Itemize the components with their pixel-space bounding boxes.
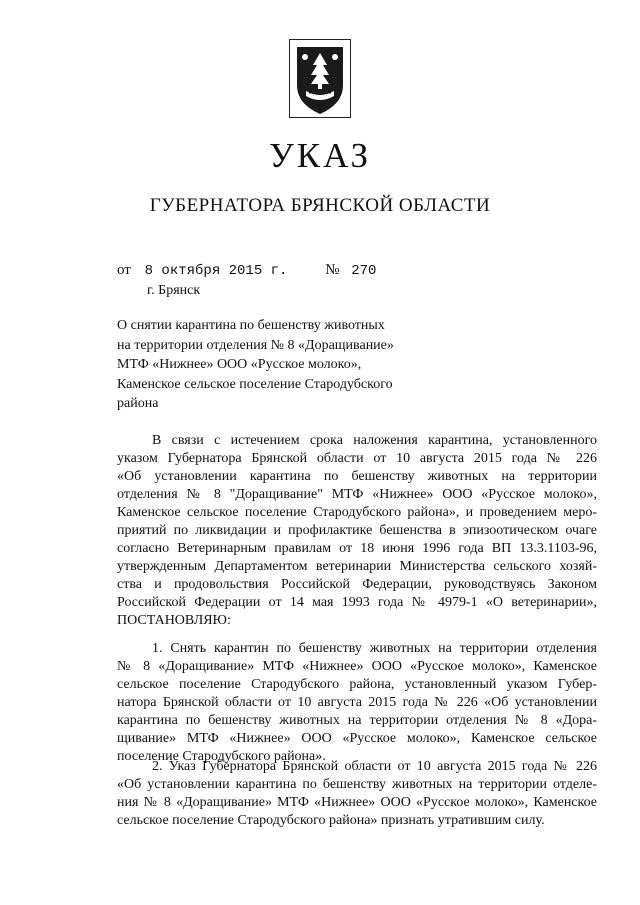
text-line: щивание» МТФ «Нижнее» ООО «Русское молоко», Каменское сельское — [117, 731, 597, 746]
text-line: указом Губернатора Брянской области от 10 августа 2015 года № 226 — [117, 451, 597, 466]
bryansk-region-coat-of-arms-icon — [289, 39, 351, 118]
document-number: 270 — [351, 263, 377, 279]
heading-line: Каменское сельское поселение Стародубского — [117, 376, 393, 392]
document-subtitle: ГУБЕРНАТОРА БРЯНСКОЙ ОБЛАСТИ — [149, 195, 491, 216]
text-line: поселение Стародубского района». — [117, 749, 326, 764]
text-line: В связи с истечением срока наложения карантина, установленного — [152, 433, 597, 448]
text-line: ния № 8 «Доращивание» МТФ «Нижнее» ООО «Русское молоко», Каменское — [117, 795, 597, 810]
date-prefix: от — [117, 262, 131, 278]
item-1-paragraph — [117, 640, 597, 766]
text-line: Каменское сельское поселение Стародубского района», и проведением меро- — [117, 505, 597, 520]
heading-line: МТФ «Нижнее» ООО «Русское молоко», — [117, 357, 362, 372]
text-line: 1. Снять карантин по бешенству животных на территории отделения — [152, 641, 597, 656]
text-line: сельское поселение Стародубского района, установленный указом Губер- — [117, 677, 597, 692]
heading-line: на территории отделения № 8 «Доращивание» — [117, 337, 394, 353]
number-sign: № — [325, 262, 340, 278]
text-line: ства и продовольствия Российской Федерации, руководствуясь Законом — [117, 577, 597, 592]
preamble-paragraph — [117, 432, 597, 630]
document-heading — [117, 316, 417, 414]
text-line: ПОСТАНОВЛЯЮ: — [117, 613, 231, 628]
text-line: натора Брянской области от 10 августа 2015 года № 226 «Об установлении — [117, 695, 597, 710]
document-date: 8 октября 2015 г. — [144, 263, 288, 279]
text-line: «Об установлении карантина по бешенству животных на территории отделе- — [117, 777, 597, 792]
text-line: Российской Федерации от 14 мая 1993 года № 4979-1 «О ветеринарии», — [117, 595, 597, 610]
text-line: отделения № 8 "Доращивание" МТФ «Нижнее» ООО «Русское молоко», — [117, 487, 597, 502]
heading-line: О снятии карантина по бешенству животных — [117, 318, 385, 333]
text-line: карантина по бешенству животных на территории отделения № 8 «Дора- — [117, 713, 597, 728]
text-line: согласно Ветеринарным правилам от 18 июня 1996 года ВП 13.3.1103-96, — [117, 541, 597, 556]
text-line: приятий по ликвидации и профилактике бешенства в эпизоотическом очаге — [117, 523, 597, 538]
text-line: «Об установлении карантина по бешенству животных на территории — [117, 469, 597, 484]
heading-line: района — [117, 396, 159, 411]
item-2-paragraph — [117, 758, 597, 830]
text-line: сельское поселение Стародубского района» признать утратившим силу. — [117, 813, 545, 828]
document-title: УКАЗ — [268, 136, 372, 175]
text-line: утвержденным Департаментом ветеринарии Министерства сельского хозяй- — [117, 559, 597, 574]
text-line: 2. Указ Губернатора Брянской области от 10 августа 2015 года № 226 — [152, 759, 597, 774]
text-line: № 8 «Доращивание» МТФ «Нижнее» ООО «Русское молоко», Каменское — [117, 659, 597, 674]
document-date-number — [117, 262, 376, 279]
document-city: г. Брянск — [147, 283, 201, 298]
